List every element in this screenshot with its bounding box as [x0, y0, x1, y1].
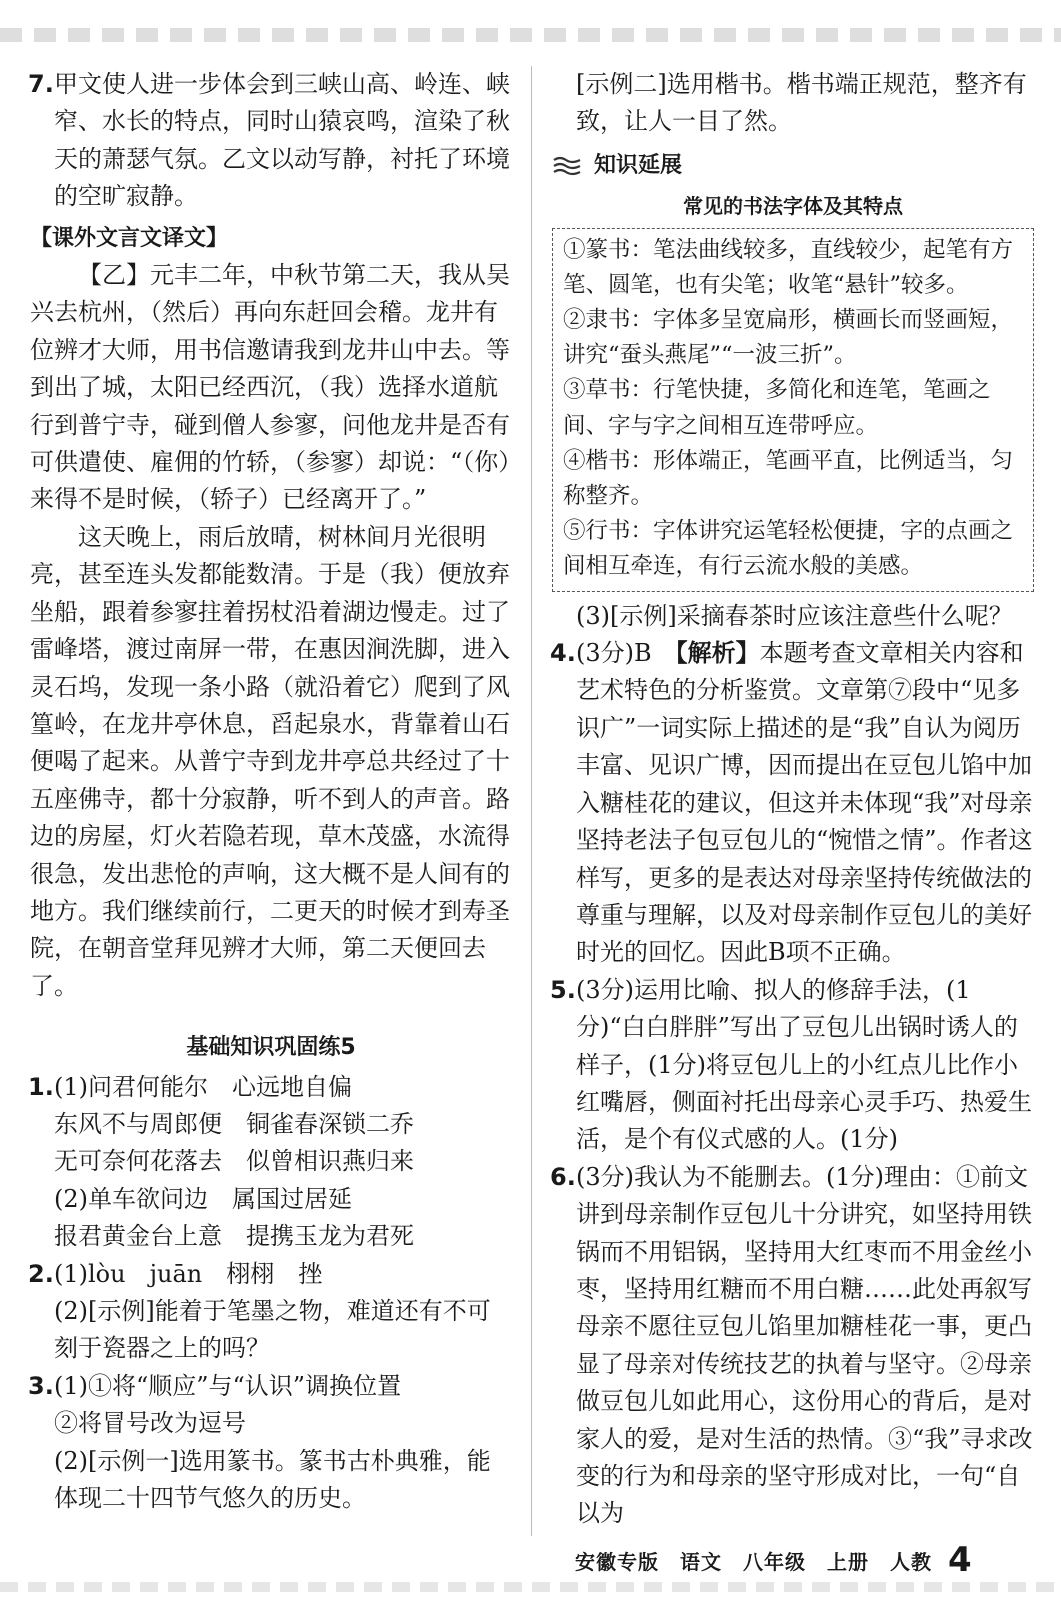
- answer-text: (3分)我认为不能删去。(1分)理由：①前文讲到母亲制作豆包儿十分讲究，如坚持用铁锅而不用铝锅，坚持用大红枣而不用金丝小枣，坚持用红糖而不用白糖……此处再叙写母亲不愿往豆包儿馅里加糖桂花一事，更凸显了母亲对传统技艺的执着与坚守。②母亲做豆包儿如此用心，这份用心的背后，是对家人的爱，是对生活的热情。③“我”寻求改变的行为和母亲的坚守形成对比，一句“自以为: [576, 1162, 1033, 1528]
- answer-3: [30, 1368, 512, 1518]
- knowledge-item: ①篆书：笔法曲线较多，直线较少，起笔有方笔、圆笔，也有尖笔；收笔“悬针”较多。: [563, 236, 1014, 298]
- wave-lines-icon: [552, 155, 582, 177]
- answer-line: [示例二]选用楷书。楷书端正规范，整齐有致，让人一目了然。: [576, 70, 1027, 136]
- answer-7: [30, 66, 512, 216]
- answer-line: ②将冒号改为逗号: [54, 1409, 246, 1438]
- answer-line: (2)单车欲问边 属国过居延: [54, 1184, 352, 1213]
- answer-line: (2)[示例一]选用篆书。篆书古朴典雅，能体现二十四节气悠久的历史。: [54, 1446, 491, 1513]
- knowledge-item: ⑤行书：字体讲究运笔轻松便捷，字的点画之间相互牵连，有行云流水般的美感。: [563, 518, 1014, 580]
- translation-paragraph-2: 这天晚上，雨后放晴，树林间月光很明亮，甚至连头发都能数清。于是（我）便放弃坐船，跟着参寥拄着拐杖沿着湖边慢走。过了雷峰塔，渡过南屏一带，在惠因涧洗脚，进入灵石坞，发现一条小路（就沿着它）爬到了风篁岭，在龙井亭休息，舀起泉水，背靠着山石便喝了起来。从普宁寺到龙井亭总共经过了十五座佛寺，都十分寂静，听不到人的声音。路边的房屋，灯火若隐若现，草木茂盛，水流得很急，发出悲怆的声响，这大概不是人间有的地方。我们继续前行，二更天的时候才到寿圣院，在朝音堂拜见辨才大师，第二天便回去了。: [30, 522, 510, 1000]
- left-column: [30, 66, 512, 1517]
- answer-number: 2.: [28, 1259, 54, 1288]
- answer-line: (1)问君何能尔 心远地自偏: [54, 1072, 352, 1101]
- knowledge-extension-label: 知识延展: [594, 152, 683, 178]
- answer-line: 无可奈何花落去 似曾相识燕归来: [54, 1147, 414, 1176]
- answer-line: (1)①将“顺应”与“认识”调换位置: [54, 1371, 402, 1400]
- answer-line: 报君黄金台上意 提携玉龙为君死: [54, 1222, 414, 1251]
- answer-number: 4.: [550, 639, 576, 668]
- answer-1: [30, 1069, 512, 1256]
- knowledge-subtitle: 常见的书法字体及其特点: [683, 194, 903, 219]
- answer-number: 5.: [550, 975, 576, 1004]
- knowledge-item: ④楷书：形体端正，笔画平直，比例适当，匀称整齐。: [563, 447, 1014, 510]
- answer-text: 甲文使人进一步体会到三峡山高、岭连、峡窄、水长的特点，同时山猿哀鸣，渲染了秋天的萧瑟气氛。乙文以动写静，衬托了环境的空旷寂静。: [54, 70, 510, 211]
- answer-2: [30, 1256, 512, 1368]
- answer-3-example-2: [552, 66, 1034, 141]
- answer-number: 3.: [28, 1371, 54, 1400]
- analysis-tag: 【解析】: [675, 639, 760, 668]
- answer-5: [552, 972, 1034, 1159]
- answer-score: (3分)B: [576, 639, 676, 668]
- answer-line: (1)lòu juān 栩栩 挫: [54, 1259, 323, 1288]
- analysis-text: 本题考查文章相关内容和艺术特色的分析鉴赏。文章第⑦段中“见多识广”一词实际上描述的是“我”自认为阅历丰富、见识广博，因而提出在豆包儿馅中加入糖桂花的建议，但这并未体现“我”对母亲坚持老法子包豆包儿的“惋惜之情”。作者这样写，更多的是表达对母亲坚持传统做法的尊重与理解，以及对母亲制作豆包儿的美好时光的回忆。因此B项不正确。: [576, 639, 1033, 967]
- translation-paragraph-1: 【乙】元丰二年，中秋节第二天，我从吴兴去杭州，（然后）再向东赶回会稽。龙井有位辨才大师，用书信邀请我到龙井山中去。等到出了城，太阳已经西沉，（我）选择水道航行到普宁寺，碰到僧人参寥，问他龙井是否有可供遣使、雇佣的竹轿，（参寥）却说：“（你）来得不是时候，（轿子）已经离开了。”: [30, 261, 511, 514]
- knowledge-extension-heading: [552, 147, 1034, 184]
- column-divider: [531, 66, 532, 1536]
- top-decorative-rule: [0, 28, 1061, 42]
- answer-line: (2)[示例]能着于笔墨之物，难道还有不可刻于瓷器之上的吗？: [54, 1297, 491, 1363]
- answer-number: 7.: [28, 70, 54, 98]
- answer-line: 东风不与周郎便 铜雀春深锁二乔: [54, 1109, 414, 1138]
- answer-6: [552, 1159, 1034, 1533]
- section-title: 基础知识巩固练5: [186, 1035, 356, 1061]
- right-column: [552, 66, 1034, 1533]
- answer-number: 1.: [28, 1072, 54, 1101]
- answer-4: [552, 635, 1034, 972]
- answer-line: (3)[示例]采摘春茶时应该注意些什么呢？: [576, 601, 1013, 630]
- footer-edition-text: 安徽专版 语文 八年级 上册 人教: [575, 1550, 932, 1574]
- answer-number: 6.: [550, 1162, 576, 1191]
- page-number: 4: [948, 1540, 972, 1580]
- answer-text: [576, 635, 1034, 972]
- translation-heading: 【课外文言文译文】: [30, 225, 229, 251]
- knowledge-item: ③草书：行笔快捷，多简化和连笔，笔画之间、字与字之间相互连带呼应。: [563, 377, 991, 439]
- knowledge-box: [552, 228, 1034, 592]
- page-footer: [0, 1540, 1061, 1580]
- answer-3-part-3: [552, 598, 1034, 635]
- knowledge-item: ②隶书：字体多呈宽扁形，横画长而竖画短，讲究“蚕头燕尾”“一波三折”。: [563, 307, 1014, 369]
- answer-text: (3分)运用比喻、拟人的修辞手法，(1分)“白白胖胖”写出了豆包儿出锅时诱人的样子，(1分)将豆包儿上的小红点儿比作小红嘴唇，侧面衬托出母亲心灵手巧、热爱生活，是个有仪式感的人。(1分): [576, 975, 1032, 1154]
- bottom-decorative-rule: [0, 1582, 1061, 1592]
